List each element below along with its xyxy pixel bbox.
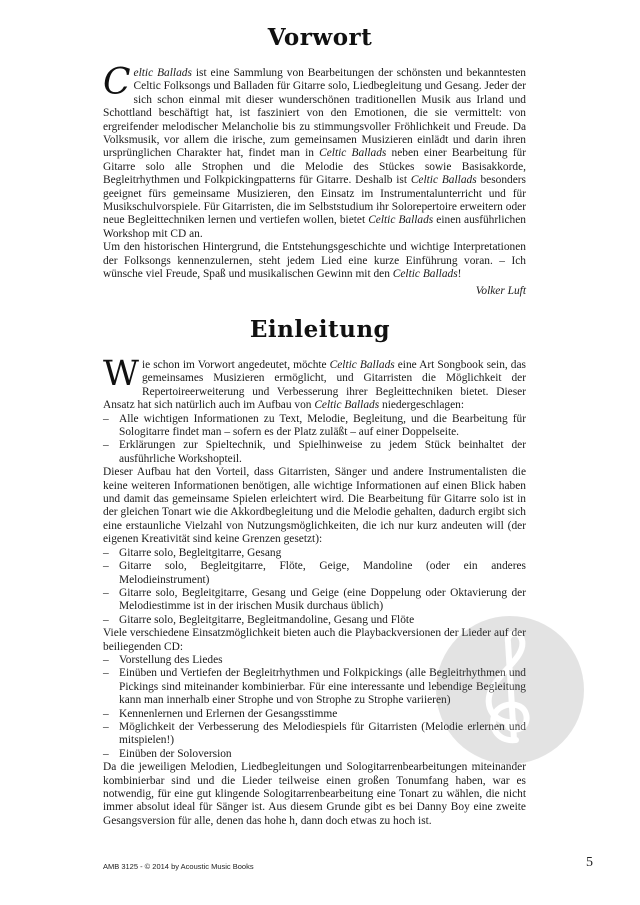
dropcap-c: C — [103, 62, 131, 103]
einleitung-paragraph-4: Da die jeweiligen Melodien, Liedbegleitungen und Sologitarrenbearbeitungen miteinander kombinierbar sind und die Lieder teilweise einen großen Tonumfang haben, war es notwendig, für eine gut klingende Sologitarrenbearbeitung eine Tonart zu wählen, die nicht immer absolut ideal für Sänger ist. Aus diesem Grunde gibt es bei Danny Boy eine zweite Gesangsversion für alle, denen das hohe h, dann doch etwas zu hoch ist. — [103, 761, 526, 827]
list-item: – Einüben und Vertiefen der Begleitrhythmen und Folkpickings (alle Begleitrhythmen und Pickings sind miteinander kombinierbar. Für eine interessante und lebendige Begleitung kann man innerhalb einer Strophe und von Strophe zu Strophe variieren) — [103, 667, 526, 707]
list-item: – Möglichkeit der Verbesserung des Melodiespiels für Gitarristen (Melodie erlernen und mitspielen!) — [103, 721, 526, 748]
list-item: – Einüben der Soloversion — [103, 748, 526, 761]
list-item: – Alle wichtigen Informationen zu Text, Melodie, Begleitung, und die Bearbeitung für Sologitarre findet man – sofern es der Platz zuläßt – auf einer Doppelseite. — [103, 413, 526, 440]
structure-list — [103, 413, 526, 467]
footer-copyright: AMB 3125 - © 2014 by Acoustic Music Books — [103, 862, 254, 871]
einleitung-paragraph-2: Dieser Aufbau hat den Vorteil, dass Gitarristen, Sänger und andere Instrumentalisten die keine weiteren Informationen benötigen, alle wichtige Informationen auf einen Blick haben und damit das gemeinsame Spielen erleichtert wird. Die Bearbeitung für Gitarre solo ist in der gleichen Tonart wie die Akkordbegleitung und die Melodie gehalten, dadurch ergibt sich eine erstaunliche Vielzahl von Nutzungsmöglichkeiten, die ich nur kurz andeuten will (der eigenen Kreativität sind keine Grenzen gesetzt): — [103, 466, 526, 546]
vorwort-paragraph-1 — [103, 62, 527, 241]
einleitung-text — [103, 354, 526, 828]
vorwort-text — [103, 62, 527, 298]
page-number: 5 — [586, 855, 593, 870]
playback-list — [103, 654, 526, 761]
list-item: – Gitarre solo, Begleitgitarre, Gesang — [103, 547, 526, 560]
list-item: – Kennenlernen und Erlernen der Gesangsstimme — [103, 708, 526, 721]
list-item: – Erklärungen zur Spieltechnik, und Spielhinweise zu jedem Stück beinhaltet der ausführliche Workshopteil. — [103, 439, 526, 466]
author-signature: Volker Luft — [475, 284, 526, 297]
vorwort-paragraph-1-text: eltic Ballads ist eine Sammlung von Bearbeitungen der schönsten und bekanntesten Celtic Folksongs und Balladen für Gitarre solo, Liedbegleitung und Gesang. Jeder der sich schon einmal mit dieser wunderschönen traditionellen Musik aus Irland und Schottland beschäftigt hat, ist fasziniert von den Emotionen, die sie vermittelt: von ergreifender melodischer Melancholie bis zu stimmungsvoller Fröhlichkeit und Freude. Da Volksmusik, vor allem die irische, zum gemeinsamen Musizieren einlädt und darin ihren ursprünglichen Charakter hat, findet man in Celtic Ballads neben einer Bearbeitung für Gitarre solo alle Strophen und die Melodie des Stückes sowie Basisakkorde, Begleitrhythmen und Folkpickingpatterns für Gitarre. Deshalb ist Celtic Ballads besonders geeignet fürs gemeinsame Musizieren, den Einsatz im Instrumentalunterricht und für Musikschulvorspiele. Für Gitarristen, die im Selbststudium ihr Solorepertoire erweitern oder neue Begleittechniken lernen und vertiefen wollen, bietet Celtic Ballads einen ausführlichen Workshop mit CD an. — [103, 67, 527, 240]
einleitung-paragraph-3: Viele verschiedene Einsatzmöglichkeit bieten auch die Playbackversionen der Lieder auf der beiliegenden CD: — [103, 627, 526, 653]
vorwort-heading: Vorwort — [267, 24, 373, 51]
dropcap-w: W — [103, 354, 139, 394]
list-item: – Gitarre solo, Begleitgitarre, Begleitmandoline, Gesang und Flöte — [103, 614, 526, 627]
instrumentation-list — [103, 547, 526, 627]
einleitung-heading: Einleitung — [249, 316, 391, 343]
list-item: – Gitarre solo, Begleitgitarre, Gesang und Geige (eine Doppelung oder Oktavierung der Melodiestimme ist in der irischen Musik durchaus üblich) — [103, 587, 526, 614]
list-item: – Vorstellung des Liedes — [103, 654, 526, 667]
einleitung-intro — [103, 354, 526, 413]
vorwort-paragraph-2: Um den historischen Hintergrund, die Entstehungsgeschichte und wichtige Interpretationen der Folksongs kennenzulernen, steht jedem Lied eine kurze Einführung voran. – Ich wünsche viel Freude, Spaß und musikalischen Gewinn mit den Celtic Ballads! — [103, 241, 526, 281]
einleitung-intro-text: ie schon im Vorwort angedeutet, möchte Celtic Ballads eine Art Songbook sein, das gemeinsames Musizieren ermöglicht, und Gitarristen die Möglichkeit der Repertoireerweiterung und Verbesserung ihrer Begleittechniken bietet. Dieser Ansatz hat sich natürlich auch im Aufbau von Celtic Ballads niedergeschlagen: — [103, 359, 526, 412]
list-item: – Gitarre solo, Begleitgitarre, Flöte, Geige, Mandoline (oder ein anderes Melodieinstrument) — [103, 560, 526, 587]
